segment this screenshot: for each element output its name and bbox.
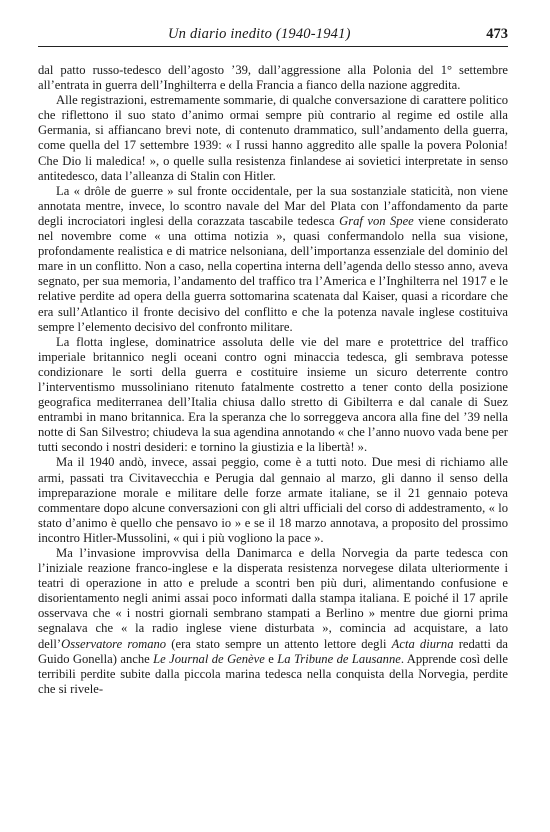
body-text — [38, 63, 508, 697]
text-run: Alle registrazioni, estremamente sommarie, di qualche conversazione di carattere politico che riflettono il suo stato d’animo ormai sempre più contrario al regime ed ostile alla Germania, si affiancano brevi note, di contenuto drammatico, sull’andamento della guerra, come quella del 17 settembre 1939: « I russi hanno aggredito alle spalle la povera Polonia! Che Dio li maledica! », o quelle sulla resistenza finlandese ai sovietici interpretate in senso antitedesco, data l’alleanza di Stalin con Hitler. — [38, 93, 508, 183]
page-number: 473 — [486, 26, 508, 42]
running-title: Un diario inedito (1940-1941) — [168, 26, 351, 42]
italic-title: Osservatore romano — [61, 636, 167, 651]
text-run: (era stato sempre un attento lettore degli — [166, 636, 392, 651]
paragraph — [38, 93, 508, 184]
italic-title: Graf von Spee — [339, 213, 414, 228]
text-run: viene considerato nel novembre come « una ottima notizia », quasi confermandolo nella sua visione, profondamente realistica e di matrice nelsoniana, dell’importanza essenziale del dominio del mare in un conflitto. Non a caso, nella copertina interna dell’agenda dello stesso anno, aveva segnato, per sua memoria, l’andamento del traffico tra l’America e l’Inghilterra nel 1917 e le relative perdite ad opera della guerra sottomarina scatenata dal Kaiser, quasi a ricordare che era sull’Atlantico il fronte decisivo del conflitto e che la potenza navale inglese costituiva sempre l’elemento decisivo del confronto militare. — [38, 213, 508, 334]
text-run: Ma l’invasione improvvisa della Danimarca e della Norvegia da parte tedesca con l’iniziale reazione franco-inglese e la disperata resistenza norvegese dilata ulteriormente i teatri di operazione in atto e prelude a scontri ben più duri, alimentando confusione e disorientamento negli animi assai poco informati dalla stampa italiana. E poiché il 17 aprile osservava che « i nostri giornali sembrano stampati a Berlino » mentre due giorni prima segnalava che « la radio inglese viene disturbata », comincia ad acquistare, a lato dell’ — [38, 546, 508, 651]
italic-title: Le Journal de Genève — [153, 651, 265, 666]
paragraph — [38, 63, 508, 93]
italic-title: La Tribune de Lausanne — [277, 651, 401, 666]
text-run: redatti da Guido Gonella) anche — [38, 636, 508, 666]
text-run: La flotta inglese, dominatrice assoluta delle vie del mare e protettrice del traffico imperiale britannico negli oceani contro ogni minaccia tedesca, gli sembrava potesse condizionare le sorti della guerra e costituire insieme un sicuro deterrente contro l’interventismo mussoliniano ritenuto fatalmente costretto a tener conto della posizione geografica mediterranea dell’Italia chiusa dallo stretto di Gibilterra e dal canale di Suez entrambi in mano britannica. Era la speranza che lo sorreggeva ancora alla fine del ’39 nella notte di San Silvestro; chiudeva la sua agendina annotando « che l’anno nuovo vada bene per tutti secondo i nostri desideri: e tornino la giustizia e la libertà! ». — [38, 334, 508, 455]
text-run: Ma il 1940 andò, invece, assai peggio, come è a tutti noto. Due mesi di richiamo alle armi, passati tra Civitavecchia e Perugia dal gennaio al marzo, gli danno il senso della impreparazione morale e militare delle forze armate italiane, se il 21 gennaio poteva commentare dopo alcune conversazioni con gli altri ufficiali del corso di addestramento, « lo stato d’animo è quello che pensavo io » e se il 18 marzo annotava, a proposito del prossimo incontro Hitler-Mussolini, « qui i più vogliono la pace ». — [38, 455, 508, 545]
paragraph — [38, 546, 508, 697]
paragraph — [38, 335, 508, 456]
text-run: dal patto russo-tedesco dell’agosto ’39, dall’aggressione alla Polonia del 1° settembre all’entrata in guerra dell’Inghilterra e della Francia a fianco della nazione aggredita. — [38, 63, 508, 93]
page-header — [38, 24, 508, 46]
paragraph — [38, 184, 508, 335]
text-run: . Apprende così delle terribili perdite subite dalla piccola marina tedesca nella conquista della Norvegia, perdite che si rivele- — [38, 651, 508, 696]
header-rule — [38, 46, 508, 47]
paragraph — [38, 455, 508, 546]
text-run: e — [264, 651, 278, 666]
text-run: La « drôle de guerre » sul fronte occidentale, per la sua sostanziale staticità, non viene annotata mentre, invece, lo scontro navale del Mar del Plata con l’affondamento da parte degli incrociatori inglesi della corazzata tascabile tedesca — [38, 183, 508, 228]
italic-title: Acta diurna — [391, 636, 454, 651]
